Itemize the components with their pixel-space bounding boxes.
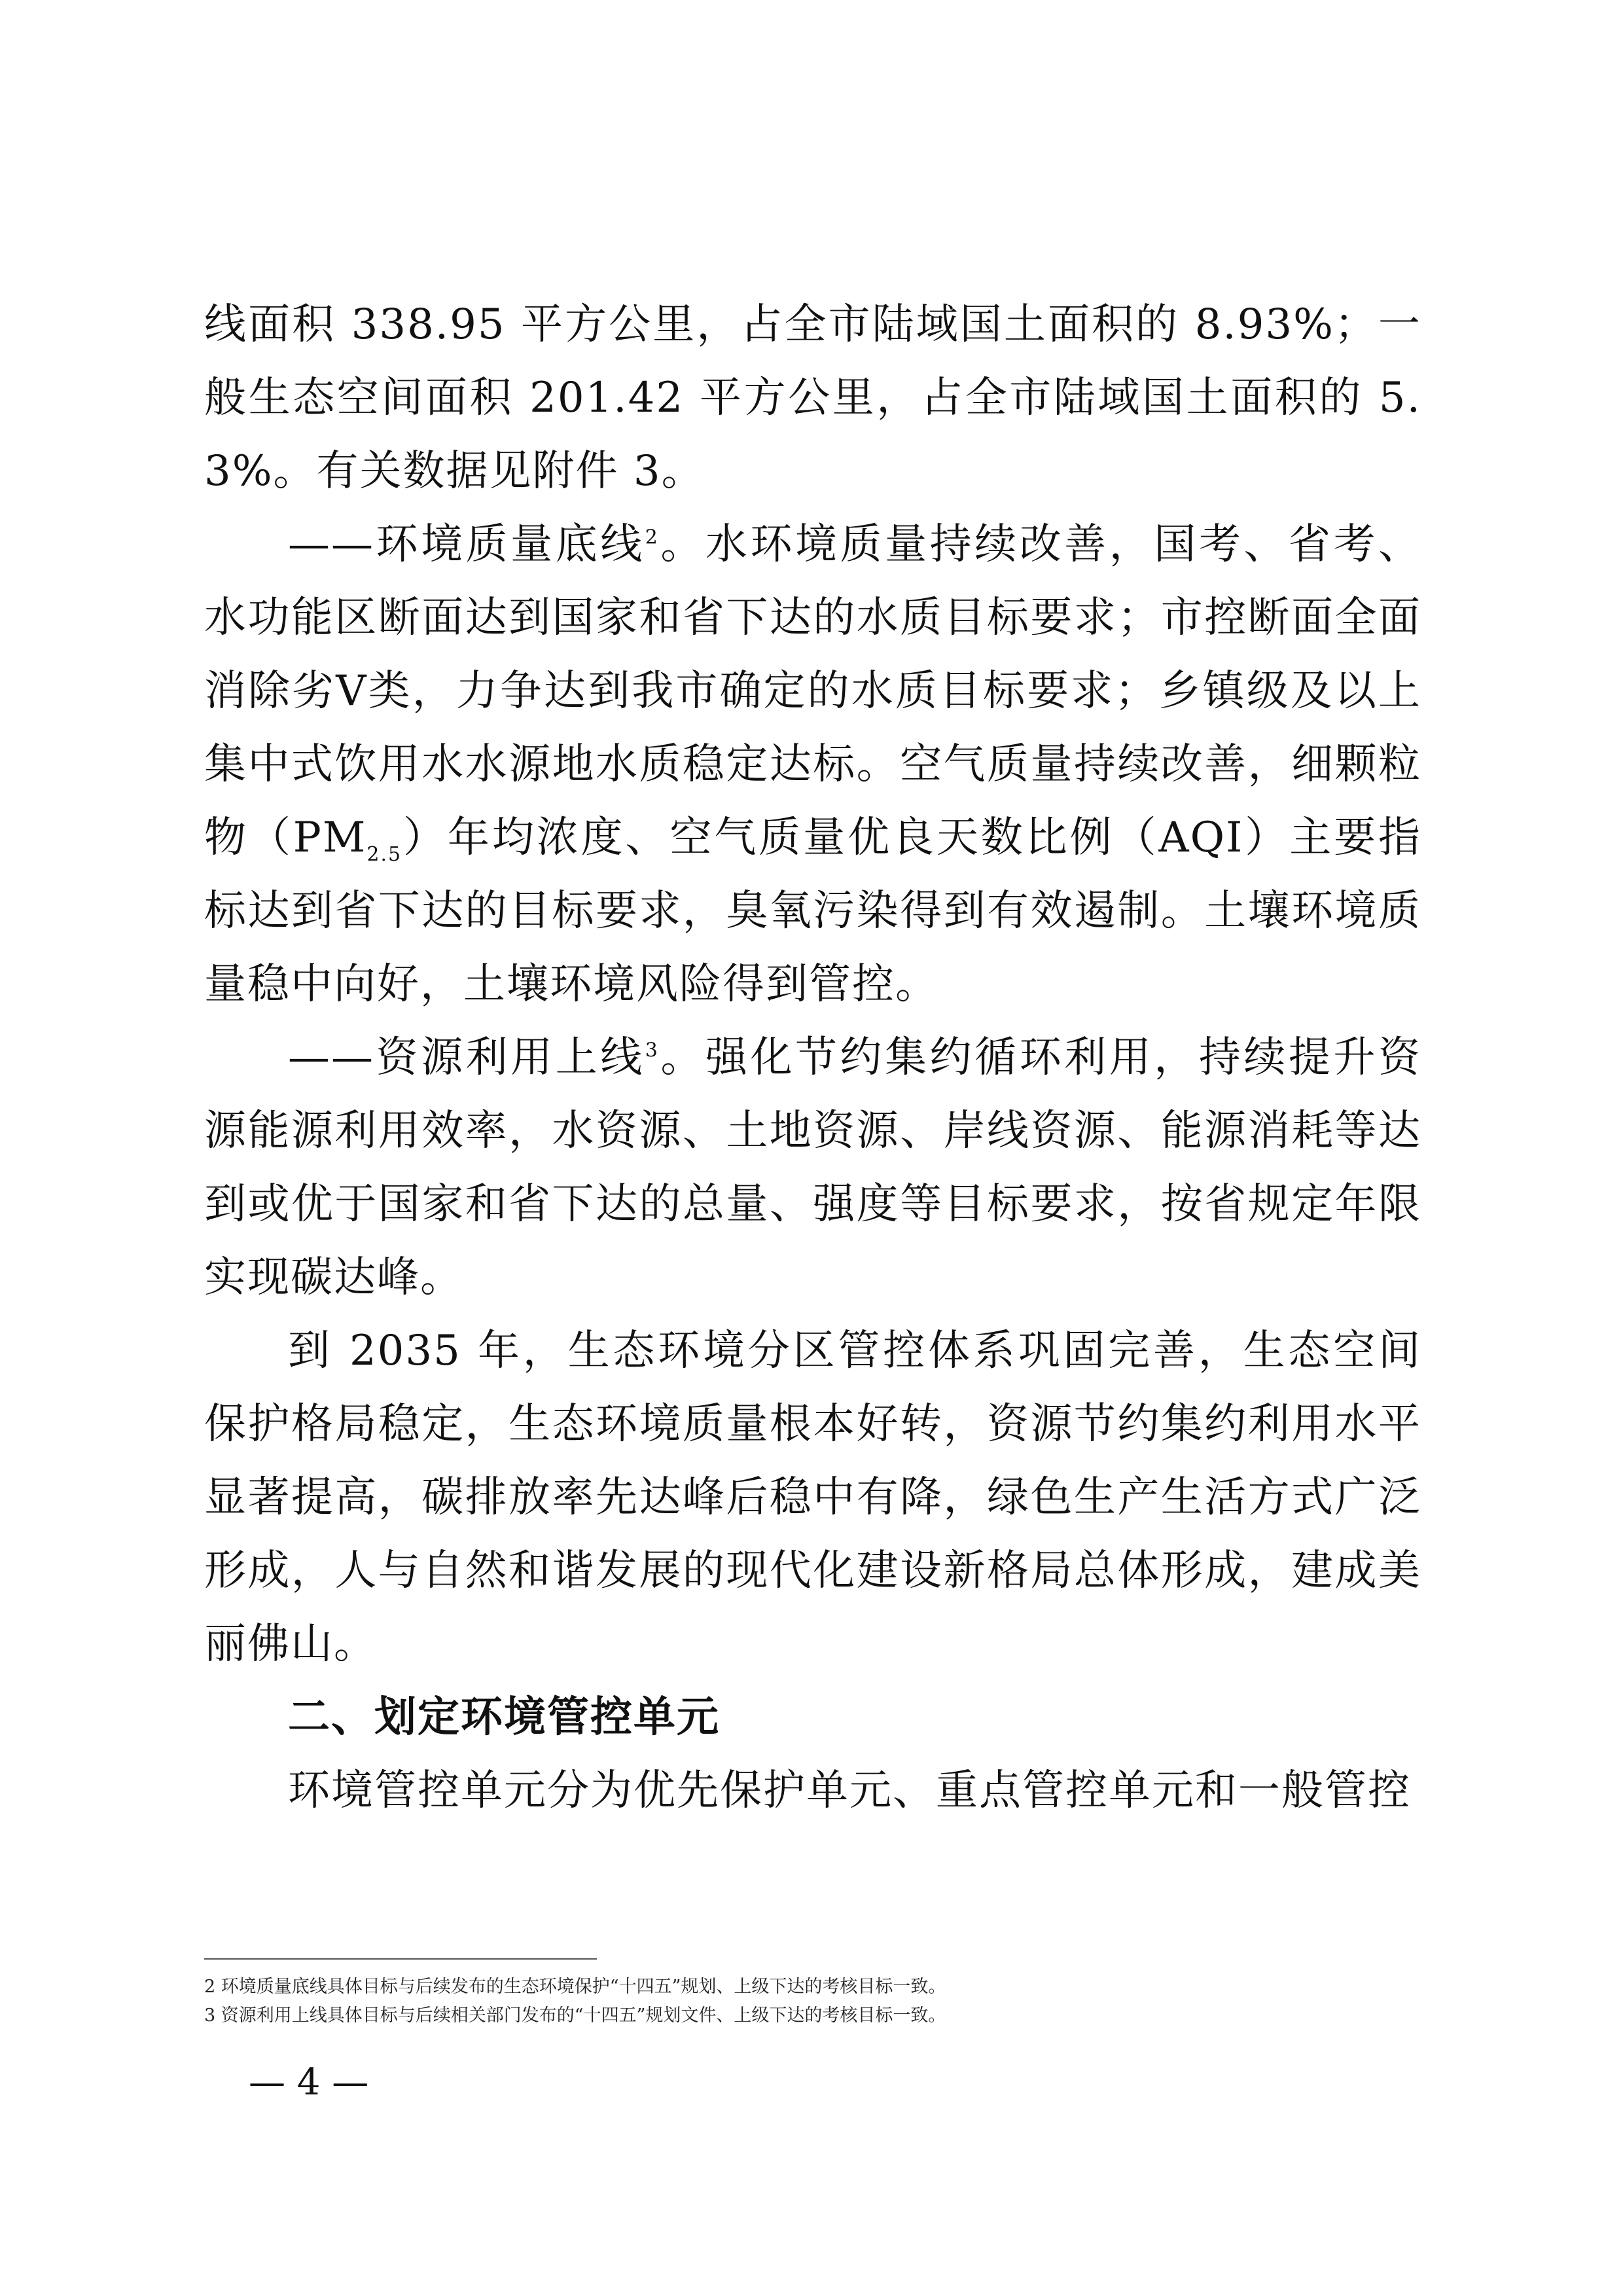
body-text bbox=[204, 288, 1421, 1827]
section-heading: 二、划定环境管控单元 bbox=[288, 1693, 720, 1742]
pm25-subscript: 2.5 bbox=[366, 842, 402, 866]
paragraph-2035-goals: 到 2035 年，生态环境分区管控体系巩固完善，生态空间保护格局稳定，生态环境质量根本好转，资源节约集约利用水平显著提高，碳排放率先达峰后稳中有降，绿色生产生活方式广泛形成，人与自然和谐发展的现代化建设新格局总体形成，建成美丽佛山。 bbox=[204, 1327, 1421, 1668]
resource-use-text: 。强化节约集约循环利用，持续提升资源能源利用效率，水资源、土地资源、岸线资源、能源消耗等达到或优于国家和省下达的总量、强度等目标要求，按省规定年限实现碳达峰。 bbox=[204, 1033, 1421, 1302]
paragraph-environmental-quality bbox=[204, 508, 1421, 1021]
page-number: — 4 — bbox=[249, 2061, 369, 2104]
footnote-ref-2[interactable]: 2 bbox=[645, 526, 659, 549]
paragraph-ecological-area: 线面积 338.95 平方公里，占全市陆域国土面积的 8.93%；一般生态空间面积 201.42 平方公里，占全市陆域国土面积的 5.3%。有关数据见附件 3。 bbox=[204, 300, 1421, 495]
footnote-divider bbox=[204, 1958, 597, 1960]
environmental-quality-lead: ——环境质量底线 bbox=[288, 520, 645, 569]
paragraph-control-units: 环境管控单元分为优先保护单元、重点管控单元和一般管控 bbox=[288, 1767, 1411, 1815]
footnote-2: 2 环境质量底线具体目标与后续发布的生态环境保护“十四五”规划、上级下达的考核目标一致。 bbox=[204, 1977, 946, 1997]
environmental-quality-text-a: 。水环境质量持续改善，国考、省考、水功能区断面达到国家和省下达的水质目标要求；市控断面全面消除劣Ⅴ类，力争达到我市确定的水质目标要求；乡镇级及以上集中式饮用水水源地水质稳定达标。空气质量持续改善，细颗粒物（PM bbox=[204, 520, 1421, 862]
footnote-ref-3[interactable]: 3 bbox=[645, 1039, 659, 1062]
resource-use-lead: ——资源利用上线 bbox=[288, 1033, 645, 1082]
paragraph-resource-use bbox=[204, 1021, 1421, 1314]
footnotes bbox=[204, 1973, 1421, 2030]
environmental-quality-text-b: ）年均浓度、空气质量优良天数比例（AQI）主要指标达到省下达的目标要求，臭氧污染得到有效遏制。土壤环境质量稳中向好，土壤环境风险得到管控。 bbox=[204, 814, 1422, 1009]
footnote-3: 3 资源利用上线具体目标与后续相关部门发布的“十四五”规划文件、上级下达的考核目标一致。 bbox=[204, 2005, 946, 2026]
